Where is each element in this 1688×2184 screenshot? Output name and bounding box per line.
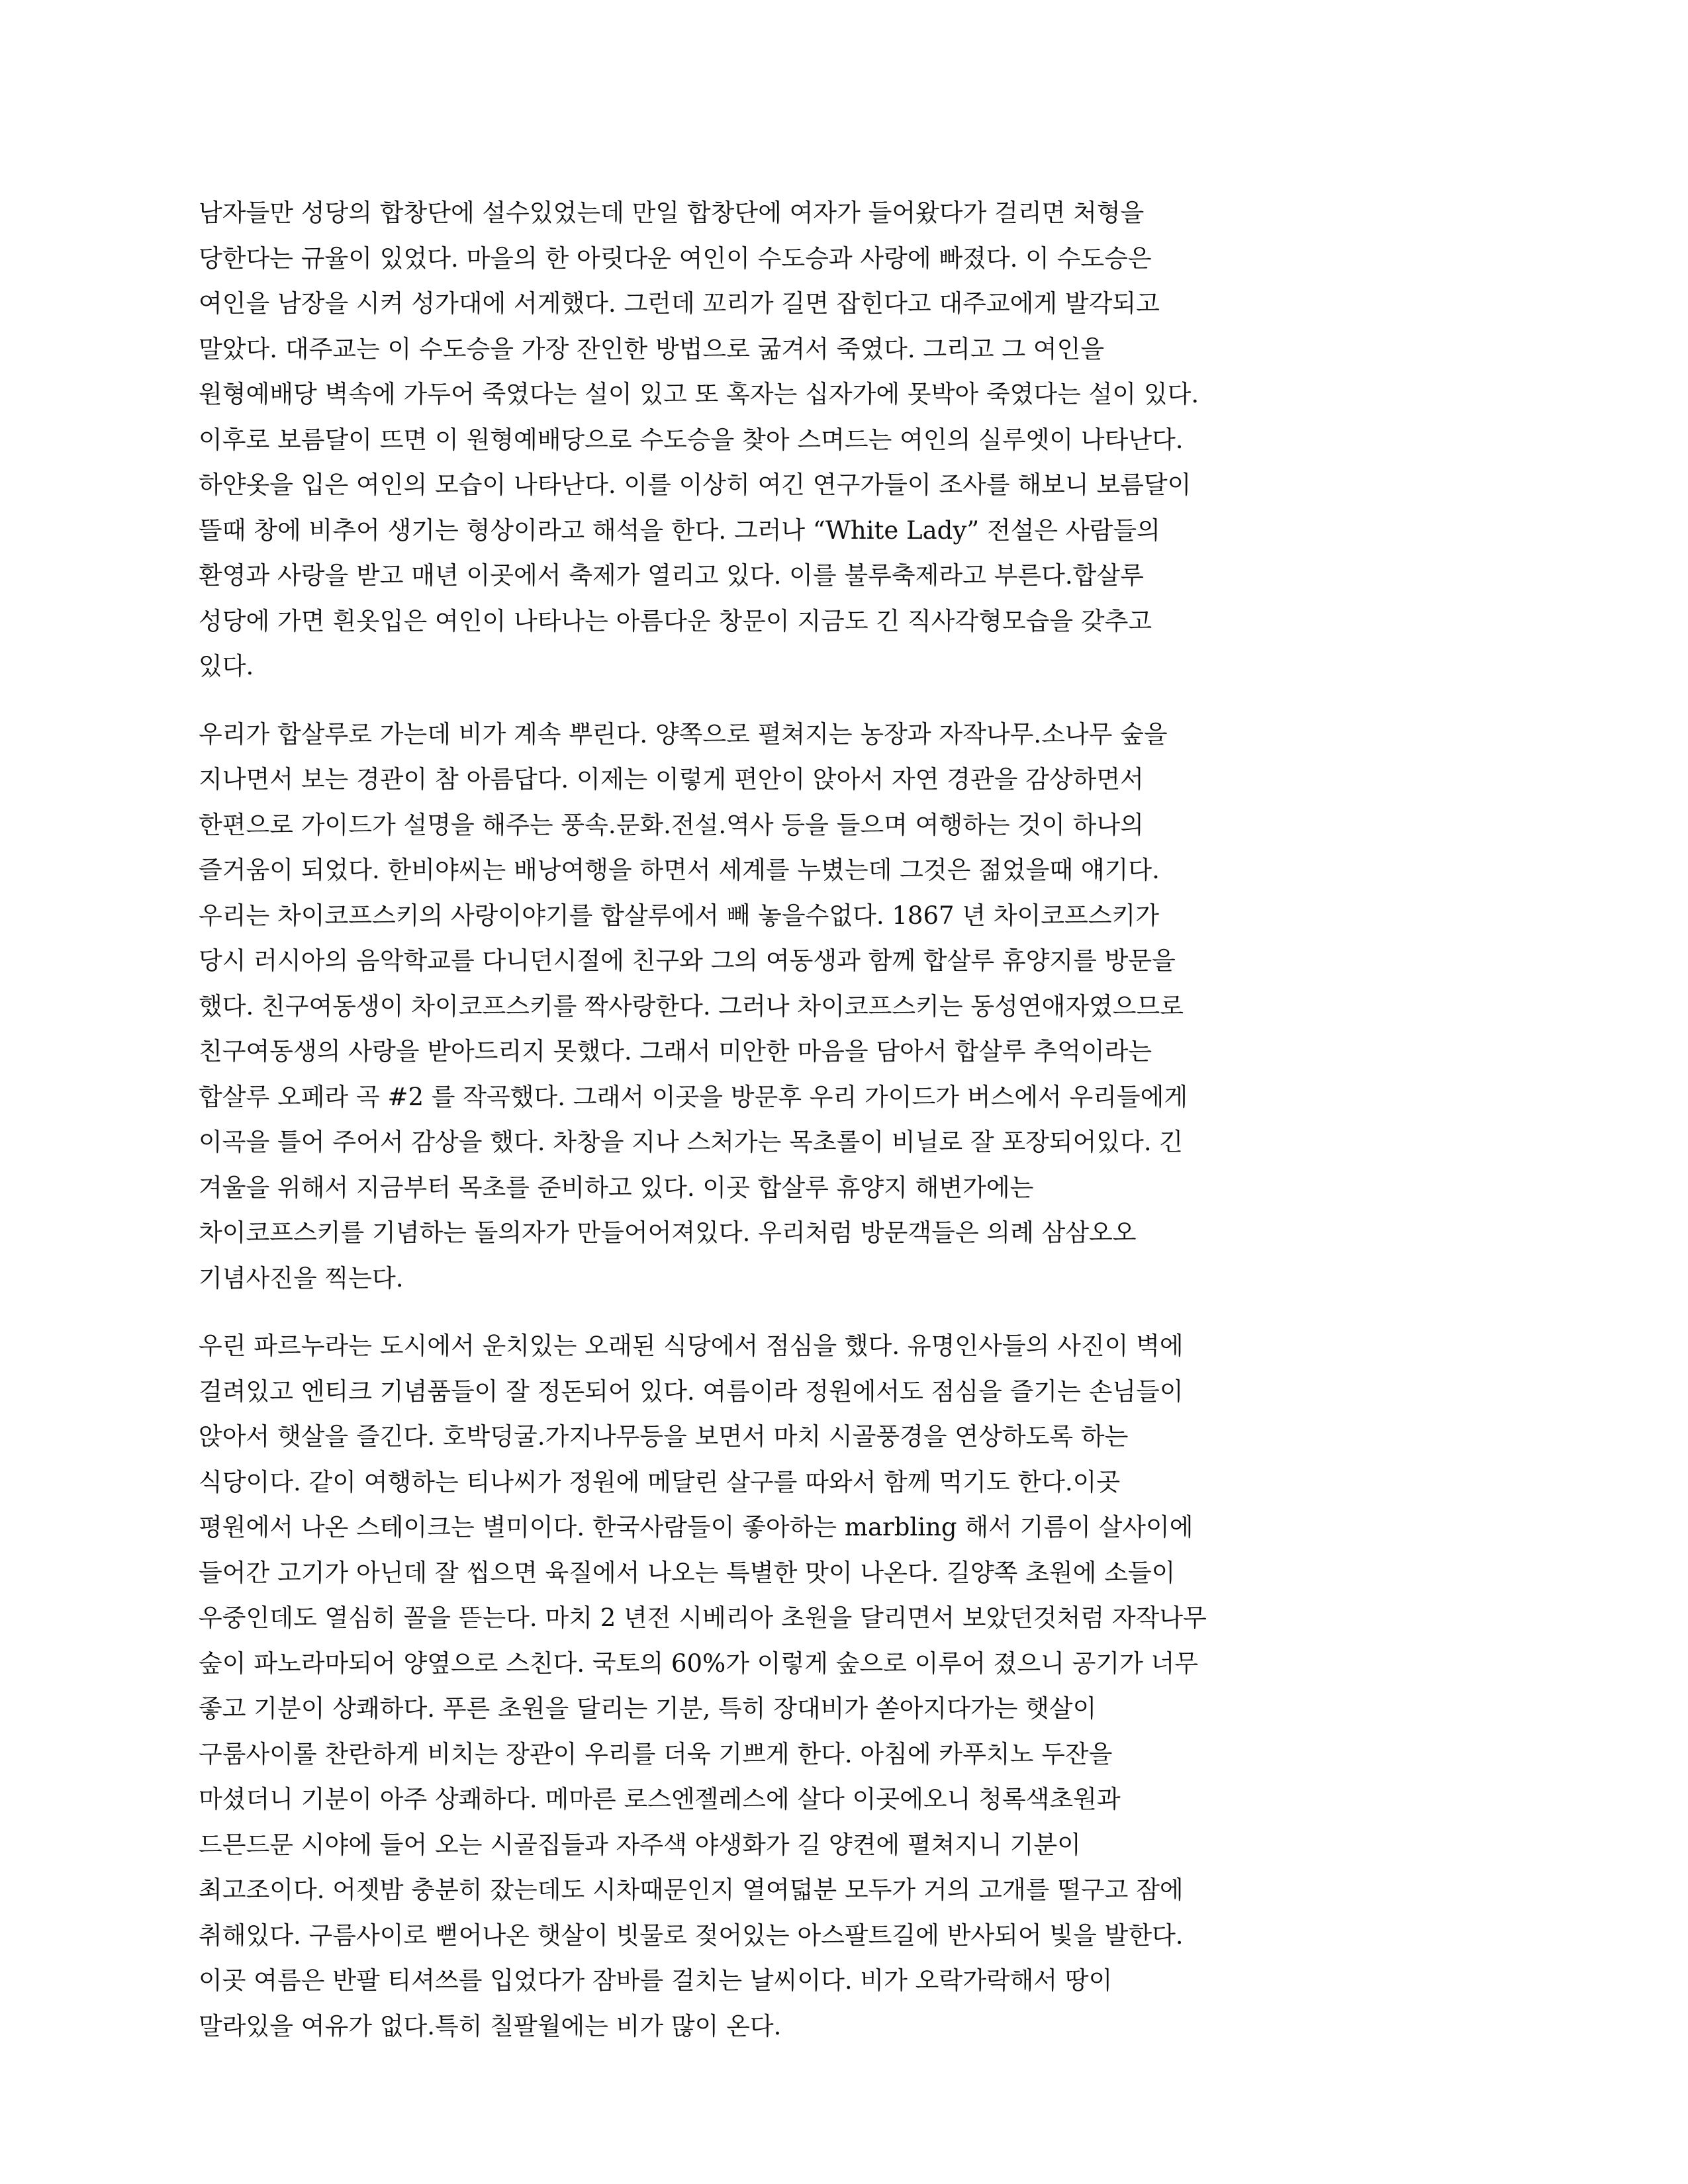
text-line: 한편으로 가이드가 설명을 해주는 풍속.문화.전설.역사 등을 들으며 여행하는 것이 하나의 [199, 810, 1144, 839]
text-line: 합살루 오페라 곡 #2 를 작곡했다. 그래서 이곳을 방문후 우리 가이드가 버스에서 우리들에게 [199, 1082, 1188, 1111]
text-line: 친구여동생의 사랑을 받아드리지 못했다. 그래서 미안한 마음을 담아서 합살루 추억이라는 [199, 1037, 1152, 1066]
paragraph [199, 191, 1496, 690]
text-line: 했다. 친구여동생이 차이코프스키를 짝사랑한다. 그러나 차이코프스키는 동성연애자였으므로 [199, 991, 1184, 1021]
text-line: 취해있다. 구름사이로 뻗어나온 햇살이 빗물로 젖어있는 아스팔트길에 반사되어 빛을 발한다. [199, 1921, 1184, 1950]
text-line: 당한다는 규율이 있었다. 마을의 한 아릿다운 여인이 수도승과 사랑에 빠졌다. 이 수도승은 [199, 244, 1152, 273]
body-text [199, 191, 1496, 2071]
text-line: 드믄드문 시야에 들어 오는 시골집들과 자주색 야생화가 길 양켠에 펼쳐지니 기분이 [199, 1830, 1081, 1859]
paragraph [199, 1324, 1496, 2049]
text-line: 우중인데도 열심히 꼴을 뜯는다. 마치 2 년전 시베리아 초원을 달리면서 보았던것처럼 자작나무 [199, 1604, 1207, 1632]
text-line: 들어간 고기가 아닌데 잘 씹으면 육질에서 나오는 특별한 맛이 나온다. 길양쪽 초원에 소들이 [199, 1558, 1176, 1587]
text-line: 숲이 파노라마되어 양옆으로 스친다. 국토의 60%가 이렇게 숲으로 이루어 졌으니 공기가 너무 [199, 1649, 1199, 1678]
text-line: 뜰때 창에 비추어 생기는 형상이라고 해석을 한다. 그러나 “White Lady” 전설은 사람들의 [199, 516, 1160, 545]
text-line: 걸려있고 엔티크 기념품들이 잘 정돈되어 있다. 여름이라 정원에서도 점심을 즐기는 손님들이 [199, 1377, 1184, 1406]
text-line: 환영과 사랑을 받고 매년 이곳에서 축제가 열리고 있다. 이를 불루축제라고 부른다.합살루 [199, 561, 1144, 590]
text-line: 구룸사이롤 찬란하게 비치는 장관이 우리를 더욱 기쁘게 한다. 아침에 카푸치노 두잔을 [199, 1739, 1113, 1768]
text-line: 즐거움이 되었다. 한비야씨는 배낭여행을 하면서 세계를 누볐는데 그것은 젊었을때 얘기다. [199, 856, 1160, 884]
text-line: 마셨더니 기분이 아주 상쾌하다. 메마른 로스엔젤레스에 살다 이곳에오니 청록색초원과 [199, 1785, 1121, 1813]
text-line: 평원에서 나온 스테이크는 별미이다. 한국사람들이 좋아하는 marbling 해서 기름이 살사이에 [199, 1513, 1194, 1541]
text-line: 말라있을 여유가 없다.특히 칠팔월에는 비가 많이 온다. [199, 2011, 782, 2040]
text-line: 좋고 기분이 상쾌하다. 푸른 초원을 달리는 기분, 특히 장대비가 쏟아지다가는 햇살이 [199, 1694, 1097, 1723]
paragraph [199, 712, 1496, 1302]
text-line: 이후로 보름달이 뜨면 이 원형예배당으로 수도승을 찾아 스며드는 여인의 실루엣이 나타난다. [199, 425, 1184, 454]
text-line: 식당이다. 같이 여행하는 티나씨가 정원에 메달린 살구를 따와서 함께 먹기도 한다.이곳 [199, 1467, 1121, 1496]
text-line: 성당에 가면 흰옷입은 여인이 나타나는 아름다운 창문이 지금도 긴 직사각형모습을 갖추고 [199, 606, 1152, 635]
text-line: 기념사진을 찍는다. [199, 1263, 404, 1293]
text-line: 있다. [199, 652, 254, 680]
text-line: 차이코프스키를 기념하는 돌의자가 만들어어져있다. 우리처럼 방문객들은 의례 삼삼오오 [199, 1218, 1137, 1247]
text-line: 남자들만 성당의 합창단에 설수있었는데 만일 합창단에 여자가 들어왔다가 걸리면 처형을 [199, 199, 1145, 227]
text-line: 당시 러시아의 음악학교를 다니던시절에 친구와 그의 여동생과 함께 합살루 휴양지를 방문을 [199, 946, 1176, 975]
text-line: 최고조이다. 어젯밤 충분히 잤는데도 시차때문인지 열여덟분 모두가 거의 고개를 떨구고 잠에 [199, 1876, 1184, 1904]
text-line: 하얀옷을 입은 여인의 모습이 나타난다. 이를 이상히 여긴 연구가들이 조사를 해보니 보름달이 [199, 471, 1192, 499]
text-line: 이곡을 틀어 주어서 감상을 했다. 차창을 지나 스처가는 목초롤이 비닐로 잘 포장되어있다. 긴 [199, 1128, 1184, 1156]
text-line: 우리가 합살루로 가는데 비가 계속 뿌린다. 양쪽으로 펼쳐지는 농장과 자작나무.소나무 숲을 [199, 719, 1168, 749]
text-line: 원형예배당 벽속에 가두어 죽였다는 설이 있고 또 혹자는 십자가에 못박아 죽였다는 설이 있다. [199, 380, 1199, 408]
text-line: 말았다. 대주교는 이 수도승을 가장 잔인한 방법으로 굶겨서 죽였다. 그리고 그 여인을 [199, 334, 1105, 363]
text-line: 지나면서 보는 경관이 참 아름답다. 이제는 이렇게 편안이 앉아서 자연 경관을 감상하면서 [199, 765, 1144, 794]
text-line: 겨울을 위해서 지금부터 목초를 준비하고 있다. 이곳 합살루 휴양지 해변가에는 [199, 1173, 1034, 1202]
text-line: 이곳 여름은 반팔 티셔쓰를 입었다가 잠바를 걸치는 날씨이다. 비가 오락가락해서 땅이 [199, 1966, 1113, 1995]
text-line: 우리는 차이코프스키의 사랑이야기를 합살루에서 빼 놓을수없다. 1867 년 차이코프스키가 [199, 901, 1159, 930]
text-line: 우린 파르누라는 도시에서 운치있는 오래된 식당에서 점심을 했다. 유명인사들의 사진이 벽에 [199, 1332, 1184, 1360]
text-line: 앉아서 햇살을 즐긴다. 호박덩굴.가지나무등을 보면서 마치 시골풍경을 연상하도록 하는 [199, 1422, 1129, 1451]
text-line: 여인을 남장을 시켜 성가대에 서게했다. 그런데 꼬리가 길면 잡힌다고 대주교에게 발각되고 [199, 289, 1160, 318]
